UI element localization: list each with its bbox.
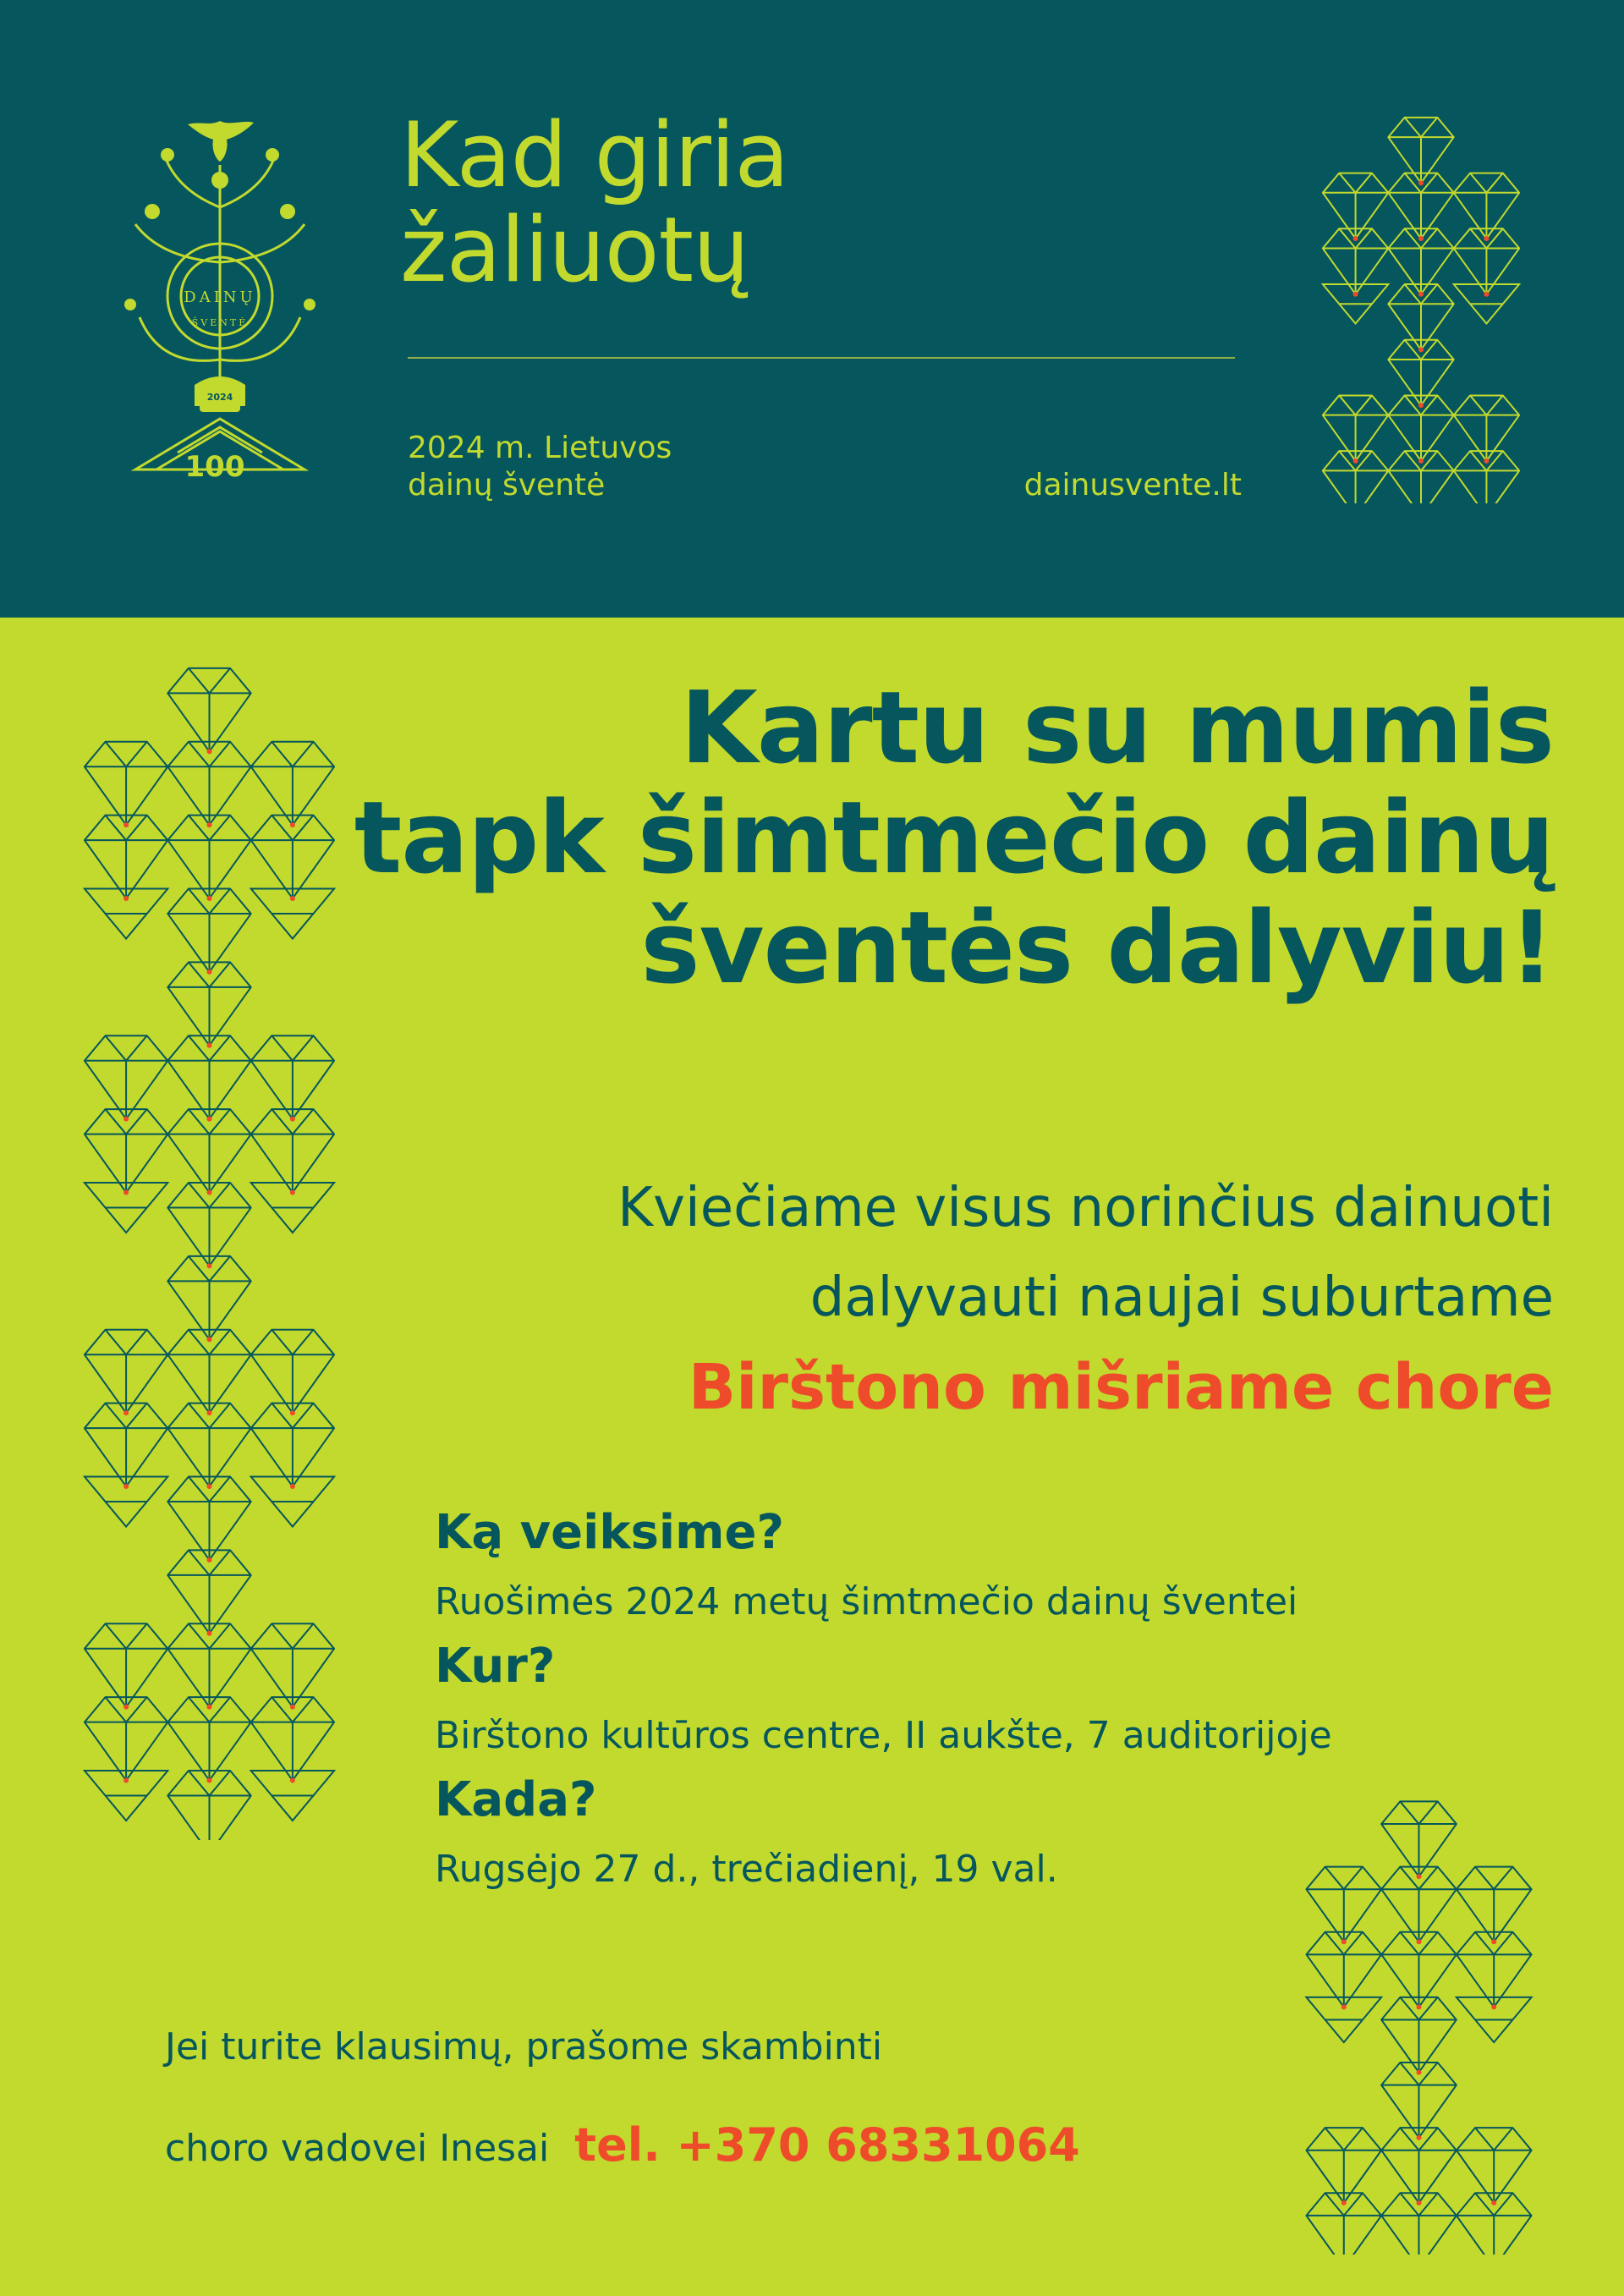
left-geometric-ornament — [80, 664, 338, 1840]
contact-info — [165, 2022, 1180, 2174]
diamond-shape — [251, 1109, 334, 1192]
header-geometric-ornament — [1320, 114, 1522, 503]
ornament-dot — [123, 1410, 129, 1415]
ornament-dot — [290, 1117, 295, 1122]
event-subtitle-line2: dainų šventė — [408, 468, 606, 503]
ornament-dot — [123, 1778, 129, 1783]
phone-number[interactable]: tel. +370 68331064 — [574, 2118, 1080, 2172]
event-title-line2: žaliuotų — [400, 198, 749, 302]
ornament-dot — [207, 1043, 212, 1048]
ornament-dot — [207, 1337, 212, 1342]
ornament-dot — [207, 1410, 212, 1415]
diamond-shape — [167, 1183, 250, 1266]
event-subtitle-line1: 2024 m. Lietuvos — [408, 431, 672, 465]
ornament-dot — [1418, 347, 1424, 352]
diamond-shape — [85, 1403, 167, 1486]
invite-line1: Kviečiame visus norinčius dainuoti — [617, 1177, 1554, 1239]
diamond-shape — [167, 1256, 250, 1339]
what-answer: Ruošimės 2024 metų šimtmečio dainų šventei — [435, 1580, 1298, 1623]
ornament-dot — [123, 1117, 129, 1122]
ornament-dot — [1491, 1939, 1496, 1944]
ornament-dot — [207, 969, 212, 975]
website-link[interactable]: dainusvente.lt — [1023, 468, 1242, 503]
ornament-dot — [207, 896, 212, 901]
diamond-shape — [167, 1109, 250, 1192]
logo-number: 100 — [184, 450, 245, 484]
diamond-shape — [167, 668, 250, 751]
ornament-dot — [123, 1705, 129, 1710]
where-question: Kur? — [435, 1639, 556, 1694]
ornament-dot — [1417, 2200, 1422, 2205]
logo-ring-text: DAINŲ — [184, 288, 256, 306]
headline-line1: Kartu su mumis — [680, 669, 1554, 786]
diamond-shape — [85, 1035, 167, 1118]
main-headline — [321, 669, 1554, 1006]
ornament-dot — [290, 822, 295, 827]
ornament-dot — [1417, 1939, 1422, 1944]
ornament-dot — [1418, 180, 1424, 185]
ornament-dot — [1484, 292, 1489, 297]
song-festival-logo-icon — [118, 114, 321, 503]
ornament-dot — [1417, 2135, 1422, 2140]
invite-line2: dalyvauti naujai suburtame — [809, 1266, 1554, 1329]
diamond-shape — [85, 816, 167, 898]
ornament-dot — [1353, 236, 1358, 241]
diamond-shape — [85, 1330, 167, 1413]
when-answer: Rugsėjo 27 d., trečiadienį, 19 val. — [435, 1848, 1058, 1891]
diamond-shape — [251, 1403, 334, 1486]
diamond-shape — [167, 1035, 250, 1118]
ornament-dot — [1484, 236, 1489, 241]
ornament-dot — [1341, 2200, 1347, 2205]
contact-line1: Jei turite klausimų, prašome skambinti — [165, 2025, 883, 2068]
diamond-shape — [167, 1550, 250, 1633]
ornament-dot — [290, 1778, 295, 1783]
ornament-dot — [1491, 2004, 1496, 2009]
invitation-text — [423, 1163, 1554, 1432]
diamond-shape — [251, 1035, 334, 1118]
ornament-dot — [1341, 2004, 1347, 2009]
header-banner — [0, 0, 1624, 618]
logo-year: 2024 — [206, 392, 233, 403]
ornament-dot — [207, 1190, 212, 1195]
header-divider — [408, 357, 1235, 359]
diamond-shape — [85, 1623, 167, 1706]
headline-line2: tapk šimtmečio dainų — [354, 779, 1554, 896]
when-question: Kada? — [435, 1772, 597, 1827]
event-subtitle — [408, 430, 831, 504]
diamond-shape — [167, 889, 250, 972]
ornament-dot — [123, 822, 129, 827]
ornament-dot — [1417, 2070, 1422, 2075]
ornament-dot — [1491, 2200, 1496, 2205]
ornament-dot — [1418, 403, 1424, 408]
ornament-dot — [207, 1631, 212, 1636]
contact-line2 — [165, 2120, 1180, 2174]
diamond-shape — [85, 742, 167, 825]
headline-line3: šventės dalyviu! — [640, 889, 1554, 1006]
where-answer: Birštono kultūros centre, II aukšte, 7 auditorijoje — [435, 1714, 1332, 1757]
diamond-shape — [167, 1403, 250, 1486]
diamond-shape — [167, 962, 250, 1045]
ornament-dot — [290, 1705, 295, 1710]
ornament-dot — [207, 749, 212, 754]
diamond-shape — [85, 1109, 167, 1192]
event-info — [435, 1506, 1534, 1907]
ornament-dot — [207, 1778, 212, 1783]
choir-name: Birštono mišriame chore — [688, 1351, 1554, 1424]
ornament-dot — [207, 822, 212, 827]
diamond-shape — [167, 1623, 250, 1706]
diamond-shape — [85, 1697, 167, 1780]
diamond-shape — [1457, 2128, 1532, 2203]
ornament-dot — [123, 896, 129, 901]
ornament-dot — [290, 1410, 295, 1415]
diamond-shape — [167, 816, 250, 898]
ornament-dot — [207, 1484, 212, 1489]
ornament-dot — [1341, 1939, 1347, 1944]
ornament-dot — [1353, 459, 1358, 464]
diamond-shape — [251, 1330, 334, 1413]
ornament-dot — [290, 1484, 295, 1489]
ornament-dot — [1484, 459, 1489, 464]
ornament-dot — [207, 1263, 212, 1268]
diamond-shape — [167, 1330, 250, 1413]
ornament-dot — [123, 1484, 129, 1489]
diamond-shape — [251, 1623, 334, 1706]
ornament-dot — [207, 1117, 212, 1122]
ornament-dot — [1353, 292, 1358, 297]
ornament-dot — [1417, 2004, 1422, 2009]
ornament-dot — [123, 1190, 129, 1195]
diamond-shape — [167, 1477, 250, 1560]
event-title — [400, 103, 992, 302]
contact-person: choro vadovei Inesai — [165, 2127, 550, 2170]
event-title-line1: Kad giria — [400, 103, 789, 207]
logo-lower-text: ŠVENTĖ — [191, 317, 249, 328]
ornament-dot — [290, 896, 295, 901]
diamond-shape — [251, 1697, 334, 1780]
diamond-shape — [167, 1697, 250, 1780]
ornament-dot — [207, 1705, 212, 1710]
ornament-dot — [1418, 292, 1424, 297]
ornament-dot — [1418, 459, 1424, 464]
ornament-dot — [1418, 236, 1424, 241]
ornament-dot — [290, 1190, 295, 1195]
diamond-shape — [167, 742, 250, 825]
diamond-shape — [1306, 2128, 1381, 2203]
ornament-dot — [207, 1557, 212, 1563]
what-question: Ką veiksime? — [435, 1505, 784, 1560]
